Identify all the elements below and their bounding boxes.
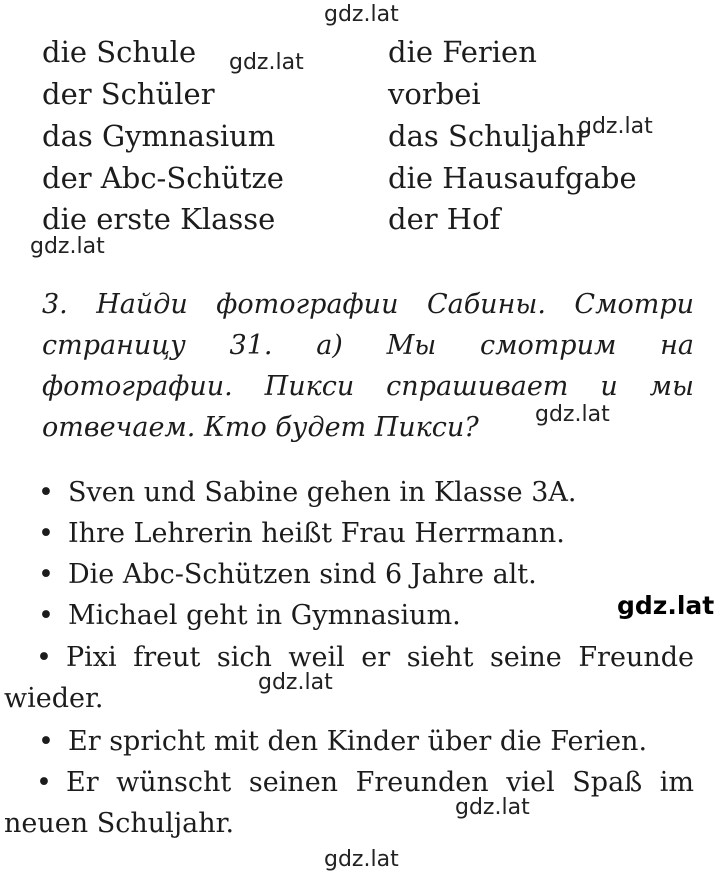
answer-item [38, 554, 537, 595]
vocab-word: das Schuljahr [388, 119, 590, 153]
bullet-icon: • [36, 642, 52, 673]
answer-text: Michael geht in Gymnasium. [68, 600, 461, 631]
vocab-word: die Ferien [388, 35, 537, 69]
watermark: gdz.lat [229, 50, 304, 75]
watermark: gdz.lat [324, 2, 399, 27]
vocab-word: der Schüler [42, 77, 215, 111]
watermark: gdz.lat [324, 847, 399, 872]
answer-item [4, 637, 694, 719]
watermark: gdz.lat [30, 234, 105, 259]
bullet-icon: • [38, 518, 54, 549]
vocab-word: die Schule [42, 35, 197, 69]
bullet-icon: • [38, 477, 54, 508]
task-instruction: 3. Найди фотографии Сабины. Смотри страницу 31. a) Мы смотрим на фотографии. Пикси спрашивает и мы отвечаем. Кто будет Пикси? [42, 289, 694, 443]
watermark: gdz.lat [455, 795, 530, 820]
vocab-word: das Gymnasium [42, 119, 276, 153]
vocab-word: der Hof [388, 202, 501, 236]
answer-text: Er wünscht seinen Freunden viel Spaß im neuen Schuljahr. [4, 767, 694, 839]
bullet-icon: • [38, 726, 54, 757]
watermark: gdz.lat [258, 670, 333, 695]
answer-text: Die Abc-Schützen sind 6 Jahre alt. [68, 559, 537, 590]
answer-item [38, 472, 576, 513]
answer-text: Ihre Lehrerin heißt Frau Herrmann. [68, 518, 565, 549]
answer-text: Er spricht mit den Kinder über die Ferien. [68, 726, 648, 757]
answer-item [4, 762, 694, 844]
answer-text: Pixi freut sich weil er sieht seine Freunde wieder. [4, 642, 694, 714]
bullet-icon: • [38, 559, 54, 590]
vocab-word: die Hausaufgabe [388, 161, 637, 195]
watermark: gdz.lat [535, 402, 610, 427]
watermark: gdz.lat [617, 591, 715, 620]
answer-text: Sven und Sabine gehen in Klasse 3A. [68, 477, 577, 508]
vocab-word: der Abc-Schütze [42, 161, 284, 195]
answer-item [38, 513, 565, 554]
bullet-icon: • [36, 767, 52, 798]
answer-item [38, 721, 647, 762]
answer-item [38, 595, 461, 636]
watermark: gdz.lat [578, 114, 653, 139]
bullet-icon: • [38, 600, 54, 631]
vocab-word: die erste Klasse [42, 202, 276, 236]
vocab-word: vorbei [388, 77, 481, 111]
